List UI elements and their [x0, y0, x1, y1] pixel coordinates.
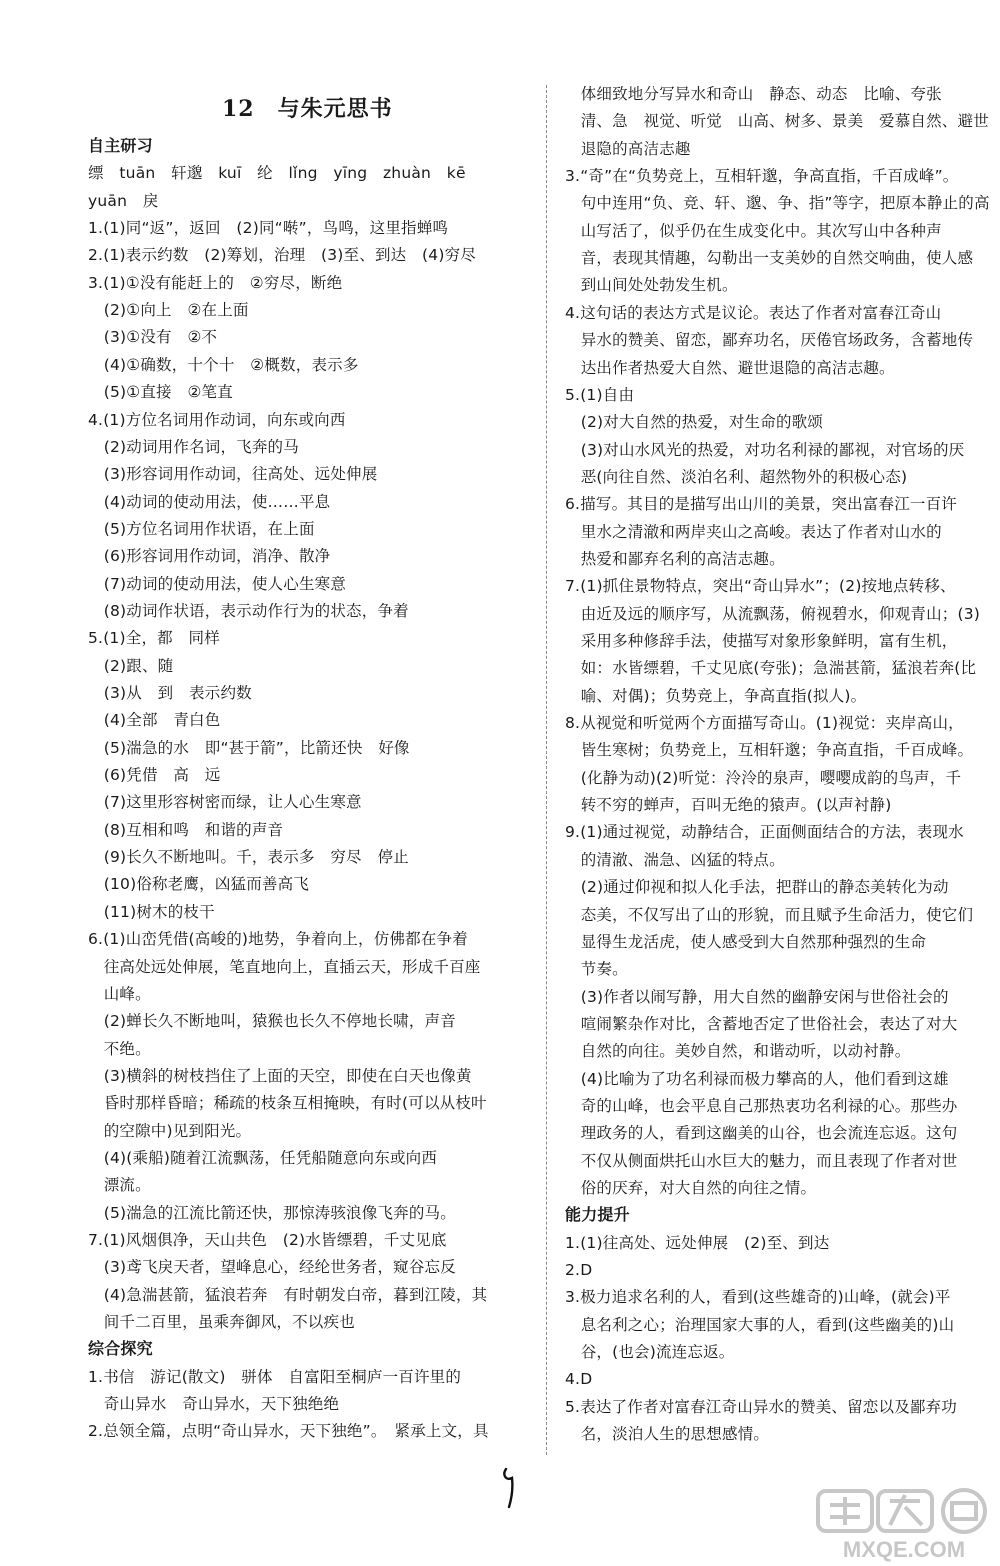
text-line: 8.从视觉和听觉两个方面描写奇山。(1)视觉：夹岸高山， [565, 714, 964, 733]
text-line: (5)湍急的水 即“甚于箭”，比箭还快 好像 [88, 738, 410, 757]
text-line: 音，表现其情趣，勾勒出一支美妙的自然交响曲，使人感 [565, 249, 974, 268]
text-line: (2)通过仰视和拟人化手法，把群山的静态美转化为动 [565, 878, 949, 897]
text-line: 名，淡泊人生的思想感情。 [565, 1425, 770, 1444]
text-line: 往高处远处伸展，笔直地向上，直插云天，形成千百座 [88, 957, 481, 976]
text-line: 喧闹繁杂作对比，含蓄地否定了世俗社会，表达了对大 [565, 1014, 958, 1033]
text-line: 6.描写。其目的是描写出山川的美景，突出富春江一百许 [565, 495, 957, 514]
text-line: 句中连用“负、竞、轩、邈、争、指”等字，把原本静止的高 [565, 194, 990, 213]
text-line: (7)动词的使动用法，使人心生寒意 [88, 574, 347, 593]
text-line: (4)急湍甚箭，猛浪若奔 有时朝发白帝，暮到江陵，其 [88, 1285, 488, 1304]
text-line: 1.书信 游记(散文) 骈体 自富阳至桐庐一百许里的 [88, 1367, 462, 1386]
text-line: 4.这句话的表达方式是议论。表达了作者对富春江奇山 [565, 303, 942, 322]
text-line: 转不穷的蝉声，百叫无绝的猿声。(以声衬静) [565, 796, 892, 815]
text-line: 6.(1)山峦凭借(高峻的)地势，争着向上，仿佛都在争着 [88, 930, 468, 949]
text-line: (9)长久不断地叫。千，表示多 穷尽 停止 [88, 848, 409, 867]
text-line: 由近及远的顺序写，从流飘荡，俯视碧水，仰观青山；(3) [565, 604, 981, 623]
text-line: 1.(1)往高处、远处伸展 (2)至、到达 [565, 1233, 830, 1252]
text-line: (3)对山水风光的热爱，对功名利禄的鄙视，对官场的厌 [565, 440, 965, 459]
text-line: 俗的厌弃，对大自然的向往之情。 [565, 1179, 817, 1197]
text-line: 理政务的人，看到这幽美的山谷，也会流连忘返。这句 [565, 1124, 958, 1143]
text-line: (4)比喻为了功名利禄而极力攀高的人，他们看到这雄 [565, 1069, 949, 1088]
section-heading: 综合探究 [88, 1339, 153, 1359]
text-line: 3.极力追求名利的人，看到(这些雄奇的)山峰，(就会)平 [565, 1288, 951, 1307]
text-line: 7.(1)抓住景物特点，突出“奇山异水”；(2)按地点转移、 [565, 577, 956, 596]
text-line: 1.(1)同“返”，返回 (2)同“啭”，鸟鸣，这里指蝉鸣 [88, 219, 449, 238]
text-line: 山写活了，似乎仍在生成变化中。其次写山中各种声 [565, 221, 942, 240]
text-line: 奇的山峰，也会平息自己那热衷功名利禄的心。那些办 [565, 1096, 958, 1115]
text-line: 奇山异水 奇山异水，天下独绝绝 [88, 1395, 340, 1414]
text-line: 4.(1)方位名词用作动词，向东或向西 [88, 410, 346, 429]
text-line: (5)方位名词用作状语，在上面 [88, 519, 315, 538]
text-line: 不仅从侧面烘托山水巨大的魅力，而且表现了作者对世 [565, 1151, 958, 1170]
text-line: 节奏。 [565, 960, 628, 979]
text-line: (3)形容词用作动词，往高处、远处伸展 [88, 465, 378, 484]
text-line: 显得生龙活虎，使人感受到大自然那种强烈的生命 [565, 932, 927, 951]
text-line: (2)①向上 ②在上面 [88, 301, 249, 320]
text-line: 2.(1)表示约数 (2)筹划，治理 (3)至、到达 (4)穷尽 [88, 246, 477, 265]
text-line: 皆生寒树；负势竞上，互相轩邈；争高直指，千百成峰。 [565, 741, 974, 760]
text-line: 山峰。 [88, 984, 151, 1003]
text-line: (3)横斜的树枝挡住了上面的天空，即使在白天也像黄 [88, 1066, 472, 1085]
page-title: 12 与朱元思书 [222, 96, 393, 122]
text-line: (2)蝉长久不断地叫，猿猴也长久不停地长啸，声音 [88, 1012, 456, 1031]
text-line: (5)①直接 ②笔直 [88, 383, 233, 402]
text-line: (3)从 到 表示约数 [88, 684, 252, 702]
text-line: 5.(1)全，都 同样 [88, 629, 220, 648]
text-line: 喻、对偶)；负势竞上，争高直指(拟人)。 [565, 686, 867, 705]
text-line: (2)对大自然的热爱，对生命的歌颂 [565, 413, 824, 432]
text-line: 5.(1)自由 [565, 385, 635, 404]
text-line: 3.(1)①没有能赶上的 ②穷尽，断绝 [88, 273, 343, 292]
text-line: 恶(向往自然、淡泊名利、超然物外的积极心态) [565, 467, 908, 486]
section-heading: 自主研习 [88, 136, 153, 155]
text-line: (8)动词作状语，表示动作行为的状态，争着 [88, 601, 409, 620]
text-line: (2)动词用作名词，飞奔的马 [88, 437, 299, 456]
text-line: (10)俗称老鹰，凶猛而善高飞 [88, 875, 310, 894]
text-line: 5.表达了作者对富春江奇山异水的赞美、留恋以及鄙弃功 [565, 1397, 957, 1416]
text-line: (3)鸢飞戾天者，望峰息心，经纶世务者，窥谷忘反 [88, 1258, 456, 1277]
text-line: (5)湍急的江流比箭还快，那惊涛骇浪像飞奔的马。 [88, 1203, 456, 1222]
text-line: 到山间处处勃发生机。 [565, 276, 738, 295]
text-line: 体细致地分写异水和奇山 静态、动态 比喻、夸张 [565, 85, 942, 103]
text-line: (4)动词的使动用法，使……平息 [88, 492, 331, 511]
text-line: (化静为动)(2)听觉：泠泠的泉声，嘤嘤成韵的鸟声，千 [565, 768, 962, 787]
text-line: 4.D [565, 1370, 593, 1389]
text-line: 达出作者热爱大自然、避世退隐的高洁志趣。 [565, 358, 895, 377]
text-line: (3)①没有 ②不 [88, 328, 218, 347]
text-line: 7.(1)风烟俱净，天山共色 (2)水皆缥碧，千丈见底 [88, 1231, 447, 1249]
text-line: 里水之清澈和两岸夹山之高峻。表达了作者对山水的 [565, 522, 942, 541]
watermark-text: MXQE.COM [842, 1537, 966, 1562]
text-line: (4)(乘船)随着江流飘荡，任凭船随意向东或向西 [88, 1148, 438, 1167]
text-line: (4)①确数，十个十 ②概数，表示多 [88, 355, 359, 374]
text-line: 昏时那样昏暗；稀疏的枝条互相掩映，有时(可以从枝叶 [88, 1094, 487, 1113]
text-line: 的清澈、湍急、凶猛的特点。 [565, 850, 785, 869]
section-heading: 能力提升 [565, 1205, 630, 1225]
text-line: 谷，(也会)流连忘返。 [565, 1343, 735, 1362]
watermark-logo [812, 1487, 998, 1564]
text-line: 热爱和鄙弃名利的高洁志趣。 [565, 549, 785, 568]
text-line: (6)凭借 高 远 [88, 766, 221, 785]
text-line: 的空隙中)见到阳光。 [88, 1121, 252, 1140]
text-line: (6)形容词用作动词，消净、散净 [88, 547, 331, 566]
text-line: 2.总领全篇，点明“奇山异水，天下独绝”。 紧承上文，具 [88, 1422, 489, 1441]
text-line: 自然的向往。美妙自然，和谐动听，以动衬静。 [565, 1042, 911, 1061]
text-line: 漂流。 [88, 1176, 151, 1195]
text-line: (3)作者以闹写静，用大自然的幽静安闲与世俗社会的 [565, 987, 949, 1006]
text-line: 异水的赞美、留恋，鄙弃功名，厌倦官场政务，含蓄地传 [565, 331, 974, 350]
text-line: 3.“奇”在“负势竞上，互相轩邈，争高直指，千百成峰”。 [565, 167, 959, 186]
text-line: (8)互相和鸣 和谐的声音 [88, 820, 284, 839]
text-line: 清、急 视觉、听觉 山高、树多、景美 爱慕自然、避世 [565, 112, 989, 131]
text-line: (4)全部 青白色 [88, 711, 221, 730]
text-line: yuān 戾 [88, 191, 159, 210]
column-divider [546, 85, 547, 1455]
text-line: 态美，不仅写出了山的形貌，而且赋予生命活力，使它们 [565, 905, 974, 924]
text-line: (7)这里形容树密而绿，让人心生寒意 [88, 793, 362, 812]
text-line: 退隐的高洁志趣 [565, 139, 691, 158]
text-line: 间千二百里，虽乘奔御风，不以疾也 [88, 1313, 355, 1332]
text-line: 采用多种修辞手法，使描写对象形象鲜明，富有生机， [565, 632, 958, 650]
text-line: 9.(1)通过视觉，动静结合，正面侧面结合的方法，表现水 [565, 823, 964, 842]
text-line: (11)树木的枝干 [88, 902, 215, 921]
page-number-mark [500, 1465, 520, 1510]
text-line: 息名利之心；治理国家大事的人，看到(这些幽美的)山 [565, 1315, 955, 1334]
text-line: 不绝。 [88, 1039, 151, 1058]
text-line: 如：水皆缥碧，千丈见底(夸张)；急湍甚箭，猛浪若奔(比 [565, 659, 977, 678]
text-line: (2)跟、随 [88, 656, 174, 675]
text-line: 2.D [565, 1261, 593, 1280]
text-line: 缥 tuān 轩邈 kuī 纶 lǐng yīng zhuàn kē [88, 164, 466, 183]
